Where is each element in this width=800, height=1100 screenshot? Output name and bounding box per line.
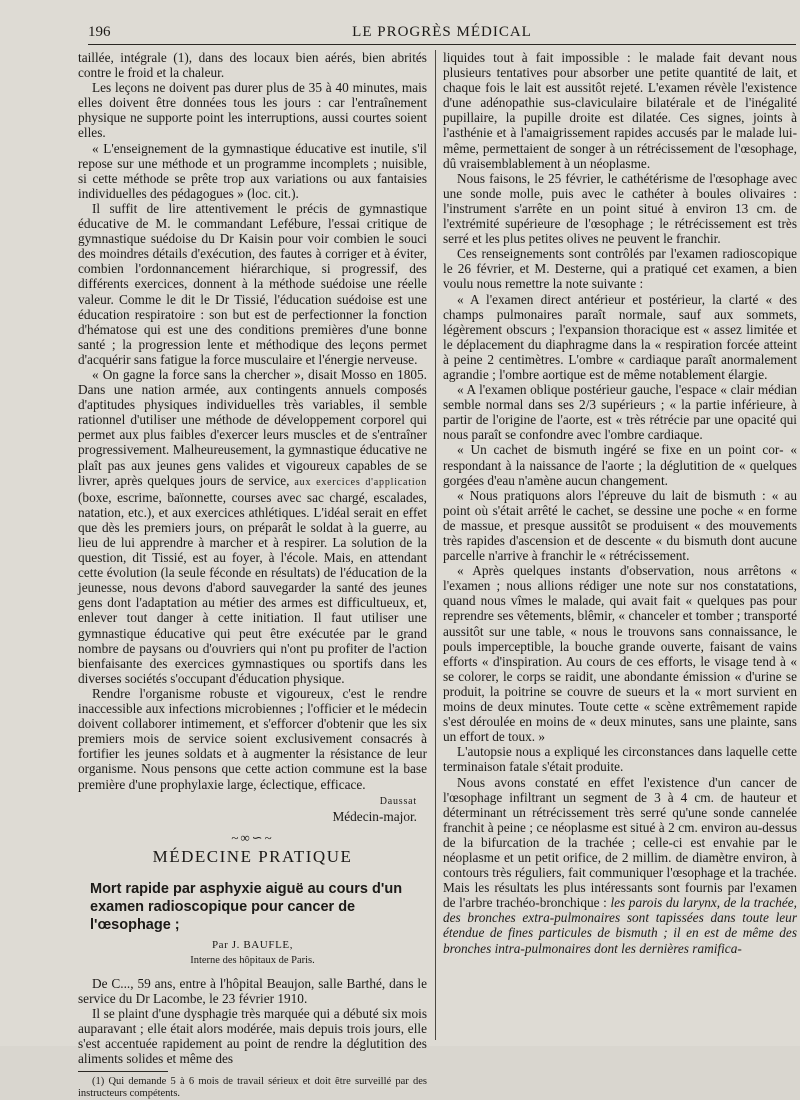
paragraph: De C..., 59 ans, entre à l'hôpital Beaujon, salle Barthé, dans le service du Dr Lacombe, le 23 février 1910. xyxy=(78,975,427,1007)
text-run: (boxe, escrime, baïonnette, courses avec sac chargé, escalades, natation, etc.), et aux exercices athlétiques. L'idéal serait en effet que dès les premiers jours, on préparât le soldat à la guerre, au lieu de lui apprendre à marcher et à respirer. La solution de la question, dit Tissié, est au foyer, à l'école. Mais, en attendant cette évolution (la seule féconde en résultats) de l'éducation de la jeunesse, nous devons d'abord sauvegarder la santé des jeunes gens dont l'adaptation au métier des armes est difficultueux, et, enlever tout danger à cette initiation. Il faut utiliser une gymnastique éducative qui peut être exécutée par le grand nombre de paysans ou d'ouvriers qui n'ont pu profiter de l'action bienfaisante des exercices gymnastiques ou sportifs dans les diverses sociétés s'occupant d'éducation physique. xyxy=(78,489,427,686)
signature xyxy=(78,794,417,824)
paragraph: « A l'examen direct antérieur et postérieur, la clarté « des champs pulmonaires paraît normale, sauf aux sommets, légèrement obscurs ; l'expansion thoracique est « assez limitée et le déplacement du diaphragme dans la « respiration forcée atteint à peine 2 centimètres. L'ombre « cardiaque paraît anormalement agrandie ; l'ombre aortique est de même notablement élargie. xyxy=(443,291,797,382)
paragraph: « L'enseignement de la gymnastique éducative est inutile, s'il repose sur une méthode et un programme incomplets ; nuisible, si cette méthode se prête trop aux variations ou aux fantaisies individuelles des pédagogues » (loc. cit.). xyxy=(78,140,427,201)
signature-title: Médecin-major. xyxy=(332,808,417,824)
article-title: Mort rapide par asphyxie aiguë au cours d'un examen radioscopique pour cancer de l'œsophage ; xyxy=(90,880,403,933)
affiliation: Interne des hôpitaux de Paris. xyxy=(190,954,315,966)
paragraph: « Un cachet de bismuth ingéré se fixe en un point cor- « respondant à la naissance de l'aorte ; la déglutition de « quelques gorgées d'eau n'amène aucun changement. xyxy=(443,442,797,488)
paragraph: taillée, intégrale (1), dans des locaux bien aérés, bien abrités contre le froid et la chaleur. xyxy=(78,50,427,81)
page-number: 196 xyxy=(88,24,111,40)
paragraph: Il suffit de lire attentivement le précis de gymnastique éducative de M. le commandant Lefébure, l'essai critique de gymnastique suédoise du Dr Kaisin pour voir combien le souci des moindres détails d'exécution, des fautes à corriger et à éviter, combien l'ordonnancement hiérarchique, si progressif, des différents exercices, donnent à la méthode suédoise une réelle valeur. Comme le dit le Dr Tissié, l'éducation suédoise est une éducation respiratoire : son but est de perfectionner la fonction d'hématose qui est une des conditions premières d'une bonne santé ; la progression lente et méthodique des leçons permet d'acquérir sans fatigue la force musculaire et l'énergie nerveuse. xyxy=(78,200,427,367)
running-title: LE PROGRÈS MÉDICAL xyxy=(352,24,532,40)
section-title: MÉDECINE PRATIQUE xyxy=(152,846,353,866)
paragraph: Il se plaint d'une dysphagie très marquée qui a débuté six mois auparavant ; elle était alors modérée, mais depuis trois jours, elle s'est accentuée rapidement au point de rendre la déglutition des aliments solides et même des xyxy=(78,1006,427,1067)
right-column xyxy=(443,50,797,1040)
text-run: Nous avons constaté en effet l'existence d'un cancer de l'œsophage infiltrant un segment de 3 à 4 cm. de hauteur et déterminant un rétrécissement très serré qu'une sonde cannelée franchit à peine ; ce néoplasme est situé à 2 cm. environ au-dessus de la bifurcation de la trachée ; celle-ci est envahie par le néoplasme et un petit orifice, de 2 millim. de diamètre environ, à contours très réguliers, fait communiquer l'œsophage et la trachée. Mais les résultats les plus intéressants sont fournis par l'examen de l'arbre trachéo-bronchique : xyxy=(443,774,797,911)
paragraph: liquides tout à fait impossible : le malade fait devant nous plusieurs tentatives pour absorber une petite quantité de lait, et chaque fois le lait est aussitôt rejeté. L'examen révèle l'existence d'une adénopathie sus-claviculaire bilatérale et de l'inégalité pupillaire, la pupille droite est dilatée. Ces signes, joints à l'asthénie et à l'amaigrissement rapides accusés par le malade lui-même, permettaient de songer à un rétrécissement de l'œsophage, dû vraisemblablement à un néoplasme. xyxy=(443,50,797,171)
signature-name: Daussat xyxy=(379,795,417,807)
paragraph xyxy=(78,367,427,686)
byline: Par J. BAUFLE, xyxy=(211,938,294,951)
paragraph: « Nous pratiquons alors l'épreuve du lait de bismuth : « au point où s'était arrêté le cachet, se dessine une poche « en forme de massue, et presque aussitôt se produisent « des mouvements très rapides d'ascension et de descente « du bismuth dont aucune parcelle n'arrive à franchir le « rétrécissement. xyxy=(443,487,797,564)
paragraph xyxy=(443,775,797,956)
paragraph: Ces renseignements sont contrôlés par l'examen radioscopique le 26 février, et M. Desterne, qui a pratiqué cet examen, a bien voulu nous remettre la note suivante : xyxy=(443,246,797,292)
footnote-rule xyxy=(78,1071,168,1072)
paragraph: L'autopsie nous a expliqué les circonstances dans laquelle cette terminaison fatale s'était produite. xyxy=(443,744,797,775)
column-rule xyxy=(435,50,436,1040)
footnote: (1) Qui demande 5 à 6 mois de travail sérieux et doit être surveillé par des instructeurs compétents. xyxy=(78,1075,427,1099)
page-header xyxy=(88,22,796,45)
left-column xyxy=(78,50,428,1099)
paragraph: Rendre l'organisme robuste et vigoureux, c'est le rendre inaccessible aux infections microbiennes ; l'officier et le médecin doivent collaborer intimement, et s'efforcer d'obtenir que les six premiers mois de service soient exclusivement consacrés à fortifier les jeunes soldats et à augmenter la résistance de leur organisme. Nous pensons que cette action commune est la base première d'une prophylaxie large, éclectique, efficace. xyxy=(78,685,427,792)
paragraph: « A l'examen oblique postérieur gauche, l'espace « clair médian semble normal dans ses 2/3 supérieurs ; « la partie inférieure, à partir de l'origine de l'aorte, est « très rétrécie par une opacité qui nous paraît se confondre avec l'ombre cardiaque. xyxy=(443,382,797,443)
small-caps-text: aux exercices d'application xyxy=(294,476,428,488)
italic-text: les parois du larynx, de la trachée, des bronches extra-pulmonaires sont tapissées dans toute leur étendue de fines particules de bismuth ; il en est de même des bronches intra-pulmonaires dont les dernières ramifica- xyxy=(443,895,798,956)
paragraph: « Après quelques instants d'observation, nous arrêtons « l'examen ; nous allions rédiger une note sur nos constatations, quand nous vîmes le malade, qui avait fait « quelques pas pour reprendre ses vêtements, blêmir, « chanceler et tomber ; transporté aussitôt sur une table, « nous le trouvons sans connaissance, le pouls imperceptible, la bouche grande ouverte, faisant de vains efforts « d'inspiration. Au cours de ces efforts, le visage tend à « se colorer, le corps se raidit, une abondante émission « d'urine se produit, la poitrine se couvre de sueurs et la « mort survient en moins de deux minutes. Toute cette « scène extrêmement rapide s'est déroulée en moins de « deux minutes, sans une plainte, sans un effort de toux. » xyxy=(443,563,797,745)
text-run: « On gagne la force sans la chercher », disait Mosso en 1805. Dans une nation armée, aux contingents annuels composés d'aptitudes physiques individuelles très variables, il semble rationnel d'utiliser une méthode de développement corporel qui permet aux plus faibles d'exercer leurs muscles et de s'entraîner progressivement. Malheureusement, la gymnastique éducative ne plaît pas aux jeunes gens valides et vigoureux capables de se livrer, après quelques jours de service, xyxy=(78,366,427,488)
ornament-divider: ~∞∽~ xyxy=(231,829,274,845)
paragraph: Nous faisons, le 25 février, le cathétérisme de l'œsophage avec une sonde molle, puis avec le cathéter à boules olivaires : l'instrument s'arrête en un point situé à environ 13 cm. de l'extrémité supérieure de l'œsophage ; le rétrécissement est très serré et les plus petites olives ne peuvent le franchir. xyxy=(443,170,797,247)
paragraph: Les leçons ne doivent pas durer plus de 35 à 40 minutes, mais elles doivent être données tous les jours : car l'entraînement physique ne supporte point les interruptions, aussi courtes soient elles. xyxy=(78,80,427,141)
